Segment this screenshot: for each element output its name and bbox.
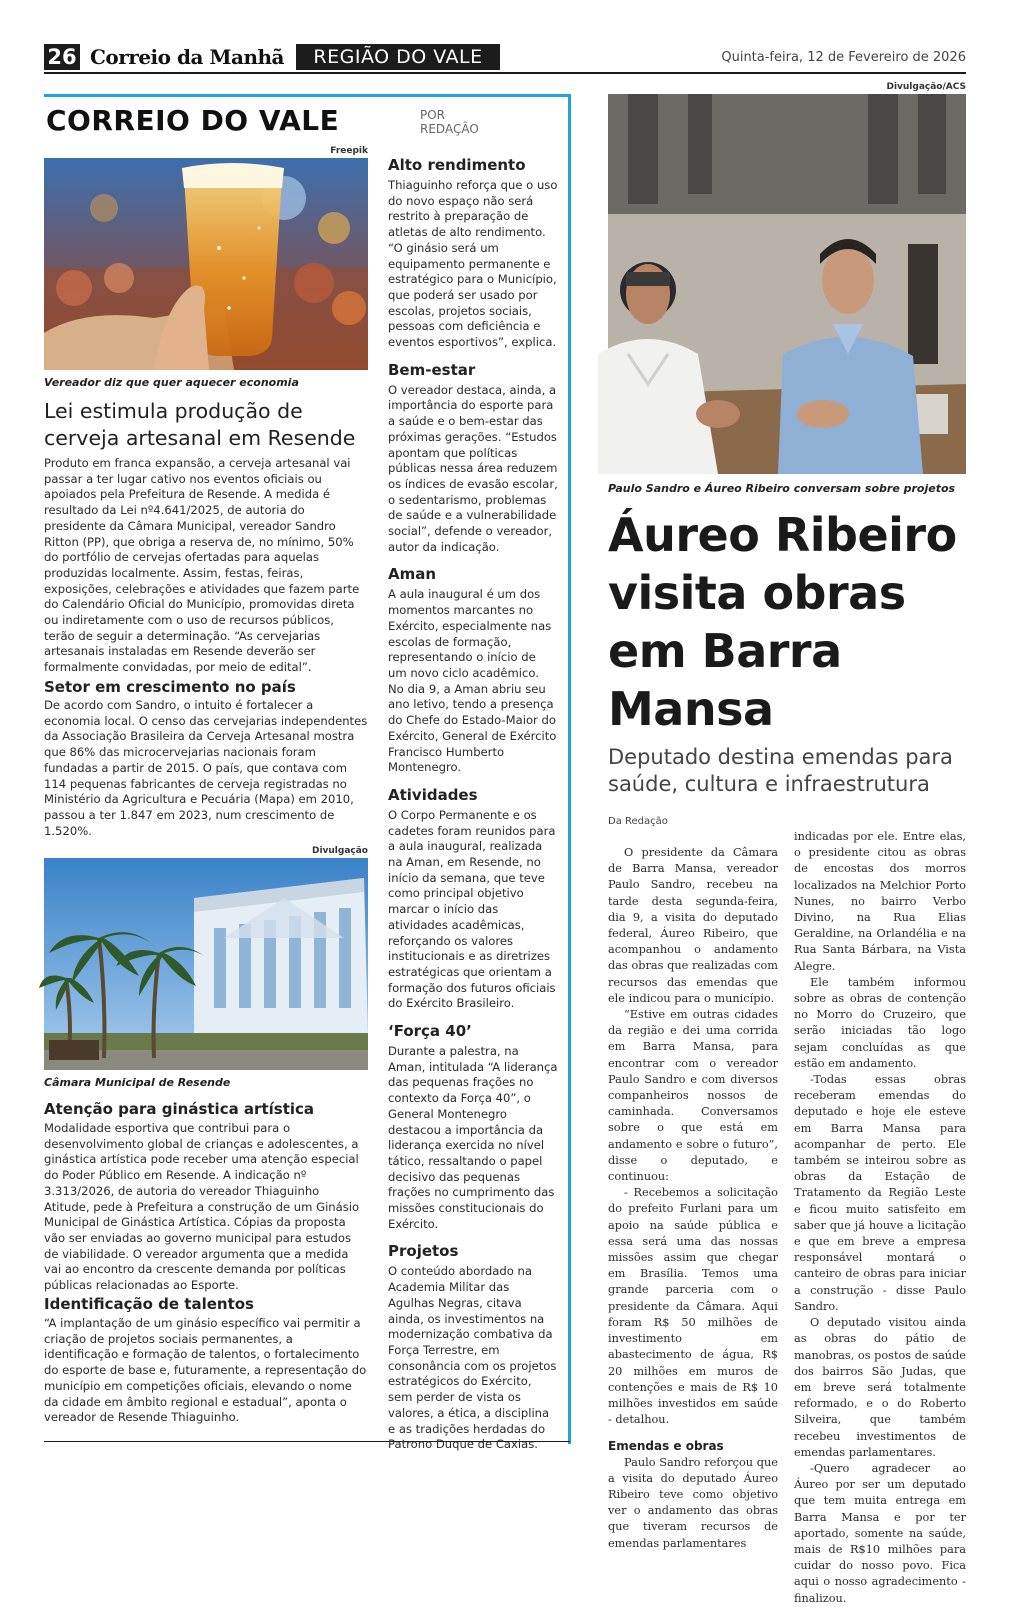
beer-subhead: Setor em crescimento no país (44, 678, 296, 696)
main-column-1 (608, 845, 778, 1552)
main-col2-paragraph-2: Ele também informou sobre as obras de contenção no Morro do Cruzeiro, que serão iniciadas tão logo sejam concluídas as que estão em andamento. (794, 975, 966, 1070)
headline-line-2: visita obras (608, 566, 906, 620)
box-byline-line-2: REDAÇÃO (420, 122, 479, 136)
middle-heading-3: Aman (388, 565, 437, 584)
middle-column (388, 156, 558, 1453)
middle-heading-2: Bem-estar (388, 360, 476, 379)
main-column-2 (794, 829, 966, 1607)
newspaper-name: Correio da Manhã (90, 45, 285, 69)
middle-heading-6: Projetos (388, 1242, 459, 1261)
middle-heading-1: Alto rendimento (388, 156, 526, 174)
headline-line-3: em Barra (608, 624, 842, 678)
middle-paragraph-5: Durante a palestra, na Aman, intitulada “A liderança das pequenas frações no contexto da Força 40”, o General Montenegro destacou a importância da liderança exercida no nível tático, ressaltando o papel decisivo das pequenas frações no cumprimento das missões constitucionais do Exército. (388, 1044, 558, 1231)
main-headline (608, 506, 978, 738)
beer-photo-caption: Vereador diz que quer aquecer economia (44, 376, 299, 389)
beer-paragraph-1: Produto em franca expansão, a cerveja artesanal vai passar a ter lugar cativo nos eventos oficiais ou apoiados pela Prefeitura de Resende. A medida é resultado da Lei nº4.641/2025, de autoria do presidente da Câmara Municipal, vereador Sandro Ritton (PP), que obriga a reserva de, no mínimo, 50% do portfólio de cervejas ofertadas para aquelas produzidas localmente. Assim, festas, feiras, exposições, celebrações e atividades que fazem parte do Calendário Oficial do Município, promovidas direta ou indiretamente com o uso de recursos públicos, terão de seguir a determinação. “As cervejarias artesanais instaladas em Resende deverão ser formalmente convidadas, por meio de edital”. (44, 456, 360, 675)
middle-paragraph-4: O Corpo Permanente e os cadetes foram reunidos para a aula inaugural, realizada na Aman, em Resende, no início da semana, que teve como principal objetivo marcar o início das atividades acadêmicas, reforçando os valores institucionais e as diretrizes estratégicas que orientam a formação dos futuros oficiais do Exército Brasileiro. (388, 807, 556, 1011)
beer-paragraph-2: De acordo com Sandro, o intuito é fortalecer a economia local. O censo das cervejarias independentes da Associação Brasileira da Cerveja Artesanal mostra que 86% das microcervejarias nacionais foram fundadas a partir de 2015. O país, que contava com 114 pequenas fabricantes de cerveja registradas no Ministério da Agricultura e Pecuária (Mapa) em 2010, passou a ter 1.847 em 2023, num crescimento de 1.520%. (44, 698, 368, 838)
middle-paragraph-6: O conteúdo abordado na Academia Militar das Agulhas Negras, citava ainda, os investimentos na modernização combativa da Força Terrestre, em consonância com os projetos estratégicos do Exército, sem perder de vista os valores, a ética, a disciplina e as tradições herdadas do Patrono Duque de Caxias. (388, 1264, 557, 1452)
main-photo-caption: Paulo Sandro e Áureo Ribeiro conversam sobre projetos (608, 482, 956, 495)
box-top-border (44, 94, 570, 97)
box-right-border (568, 94, 571, 1444)
middle-paragraph-3: A aula inaugural é um dos momentos marcantes no Exército, especialmente nas escolas de formação, representando o início de um novo ciclo acadêmico. No dia 9, a Aman abriu seu ano letivo, tendo a presença do Chefe do Estado-Maior do Exército, General de Exército Francisco Humberto Montenegro. (388, 587, 557, 775)
main-col2-paragraph-3: -Todas essas obras receberam emendas do deputado e hoje ele esteve em Barra Mansa para acompanhar de perto. Ele também se inteirou sobre as obras da Estação de Tratamento da Região Leste e ficou muito satisfeito em saber que já houve a licitação e que em breve a empresa responsável montará o canteiro de obras para iniciar a construção - disse Paulo Sandro. (794, 1073, 966, 1313)
section-tag: REGIÃO DO VALE (296, 44, 500, 70)
main-col1-paragraph-4: Paulo Sandro reforçou que a visita do deputado Áureo Ribeiro teve como objetivo ver o andamento das obras que tiveram recursos de emendas parlamentares (608, 1455, 778, 1550)
gym-subhead: Atenção para ginástica artística (44, 1100, 315, 1118)
main-col1-paragraph-2: “Estive em outras cidades da região e dei uma corrida em Barra Mansa, para encontrar com o vereador Paulo Sandro e com diversos companheiros nossos de caminhada. Conversamos sobre o que está em andamento e sobre o futuro”, disse o deputado, e continuou: (608, 1008, 778, 1184)
main-col1-subhead: Emendas e obras (608, 1439, 724, 1454)
box-byline-line-1: POR (420, 108, 446, 122)
beer-title-line-1: Lei estimula produção de (44, 399, 303, 423)
beer-article-body-2 (44, 698, 368, 839)
camara-photo-credit: Divulgação (311, 846, 368, 856)
main-byline: Da Redação (608, 816, 668, 827)
talents-article-body (44, 1316, 368, 1426)
page-number: 26 (44, 44, 80, 70)
main-photo-credit: Divulgação/ACS (886, 82, 966, 92)
main-col2-paragraph-1: indicadas por ele. Entre elas, o presidente citou as obras de encostas dos morros localizados na Melchior Porto Nunes, no bairro Verbo Divino, na Rua Elias Geraldine, na Orlandélia e na Rua Santa Bárbara, na Vista Alegre. (794, 830, 966, 973)
middle-heading-4: Atividades (388, 785, 478, 804)
middle-paragraph-2: O vereador destaca, ainda, a importância do esporte para a saúde e o bem-estar das próximas gerações. “Estudos apontam que políticas públicas nessa área reduzem os índices de evasão escolar, o sedentarismo, problemas de saúde e a vulnerabilidade social”, defende o vereador, autor da indicação. (388, 382, 558, 554)
box-byline (420, 108, 479, 136)
masthead-rule (44, 72, 966, 74)
beer-photo (44, 158, 368, 370)
main-col1-paragraph-3: - Recebemos a solicitação do prefeito Furlani para um apoio na saúde pública e essa será uma das nossas missões assim que chegar em Brasília. Temos uma grande parceria com o presidente da Câmara. Aqui foram R$ 50 milhões de investimento em abastecimento de água, R$ 20 milhões em muros de contenções e mais de R$ 10 milhões investidos em saúde - detalhou. (608, 1186, 778, 1427)
main-col2-paragraph-4: O deputado visitou ainda as obras do pátio de manobras, os postos de saúde dos bairros São Judas, que em breve será totalmente reformado, e o do Roberto Silveira, que também recebeu investimentos de emendas parlamentares. (794, 1316, 966, 1459)
gym-article-body (44, 1121, 368, 1294)
talents-paragraph: “A implantação de um ginásio específico vai permitir a criação de projetos sociais permanentes, a identificação e formação de talentos, o fortalecimento do esporte de base e, futuramente, a representação do município em competições oficiais, elevando o nome da cidade em âmbito regional e estadual”, aponta o vereador de Resende Thiaguinho. (44, 1316, 367, 1425)
main-col1-paragraph-1: O presidente da Câmara de Barra Mansa, vereador Paulo Sandro, recebeu na tarde desta segunda-feira, dia 9, a visita do deputado federal, Áureo Ribeiro, que acompanhou o andamento das obras que realizadas com recursos das emendas que ele indicou para o município. (608, 846, 778, 1005)
camara-photo-caption: Câmara Municipal de Resende (44, 1076, 231, 1089)
issue-date: Quinta-feira, 12 de Fevereiro de 2026 (721, 50, 966, 65)
main-deck: Deputado destina emendas para saúde, cultura e infraestrutura (608, 745, 953, 796)
main-col2-paragraph-5: -Quero agradecer ao Áureo por ser um deputado que tem muita entrega em Barra Mansa e por ter aportado, somente na saúde, mais de R$10 milhões para cuidar do nosso povo. Fica aqui o nosso agradecimento - finalizou. (794, 1461, 966, 1605)
beer-title-line-2: cerveja artesanal em Resende (44, 426, 356, 450)
main-photo (608, 94, 966, 474)
beer-article-body (44, 456, 368, 676)
box-title: CORREIO DO VALE (46, 104, 340, 137)
middle-heading-5: ‘Força 40’ (388, 1022, 472, 1041)
headline-line-1: Áureo Ribeiro (608, 508, 957, 562)
talents-subhead: Identificação de talentos (44, 1295, 254, 1313)
beer-photo-credit: Freepik (330, 146, 368, 156)
middle-paragraph-1: Thiaguinho reforça que o uso do novo espaço não será restrito à preparação de atletas de alto rendimento. “O ginásio será um equipamento permanente e estratégico para o Município, que poderá ser usado por escolas, projetos sociais, pessoas com deficiência e eventos esportivos”, explica. (388, 178, 558, 350)
camara-photo (44, 858, 368, 1070)
gym-paragraph-1: Modalidade esportiva que contribui para o desenvolvimento global de crianças e adolescentes, a ginástica artística pode receber uma atenção especial do Poder Público em Resende. A indicação nº 3.313/2026, de autoria do vereador Thiaguinho Atitude, pede à Prefeitura a construção de um Ginásio Municipal de Ginástica Artística. Cópias da proposta vão ser enviadas ao governo municipal para estudos de viabilidade. O vereador argumenta que a medida vai ao encontro da crescente demanda por políticas públicas relacionadas ao Esporte. (44, 1121, 360, 1293)
beer-article-title (44, 398, 368, 452)
headline-line-4: Mansa (608, 682, 774, 736)
